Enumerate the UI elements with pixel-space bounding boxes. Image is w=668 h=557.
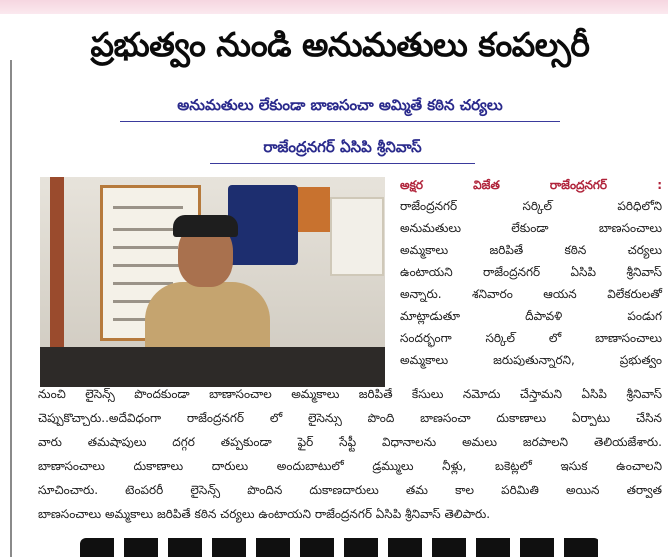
column-rule [10, 60, 12, 557]
side-line-5: అన్నారు. శనివారం ఆయన విలేకరులతో [400, 287, 662, 301]
side-line-3: అమ్మకాలు జరిపితే కఠిన చర్యలు [400, 243, 662, 257]
side-line-7: సందర్భంగా సర్కిల్ లో బాణాసంచాలు [400, 331, 662, 345]
side-line-2: అనుమతులు లేకుండా బాణసంచాలు [400, 221, 662, 235]
full-line-3: వారు తమషాపులు దగ్గర తప్పకుండా ఫైర్ సేఫ్టీ విధానాలను అమలు జరపాలని తెలియజేశారు. [38, 435, 662, 449]
subheading-2: రాజేంద్రనగర్ ఏసిపి శ్రీనివాస్ [210, 138, 475, 164]
full-line-5: సూచించారు. టెంపరరీ లైసెన్స్ పొందిన దుకాణదారులు తమ కాల పరిమితి అయిన తర్వాత [38, 483, 662, 497]
full-line-2: చెప్పుకొచ్చారు..అదేవిధంగా రాజేంద్రనగర్ లో లైసెన్సు పొంది బాణసంచా దుకాణాలు ఏర్పాటు చేసిన [38, 411, 662, 425]
next-headline-cutoff [80, 538, 600, 557]
news-photo [40, 177, 385, 387]
byline: అక్షర విజేత రాజేంద్రనగర్ : [400, 178, 662, 192]
top-color-strip [0, 0, 668, 14]
subheading-1: అనుమతులు లేకుండా బాణసంచా అమ్మితే కఠిన చర్యలు [120, 96, 560, 122]
full-line-4: బాణాసంచాలు దుకాణాలు దారులు అందుబాటులో డ్రమ్ములు నీళ్లు, బకెట్లలో ఇసుక ఉంచాలని [38, 459, 662, 473]
side-line-1: రాజేంద్రనగర్ సర్కిల్ పరిధిలోని [400, 199, 662, 213]
side-line-6: మాట్లాడుతూ దీపావళి పండుగ [400, 309, 662, 323]
full-line-6: బాణసంచాలు అమ్మకాలు జరిపితే కఠిన చర్యలు ఉంటాయని రాజేంద్రనగర్ ఏసిపి శ్రీనివాస్ తెలిపారు. [38, 507, 491, 521]
side-line-4: ఉంటాయని రాజేంద్రనగర్ ఏసిపి శ్రీనివాస్ [400, 265, 662, 279]
full-line-1: నుంచి లైసెన్స్ పొందకుండా బాణాసంచాల అమ్మకాలు జరిపితే కేసులు నమోదు చేస్తామని ఏసిపి శ్రీనివాస్ [38, 387, 662, 401]
side-line-8: అమ్మకాలు జరుపుతున్నారని, ప్రభుత్వం [400, 353, 662, 367]
headline: ప్రభుత్వం నుండి అనుమతులు కంపల్సరీ [90, 25, 590, 64]
